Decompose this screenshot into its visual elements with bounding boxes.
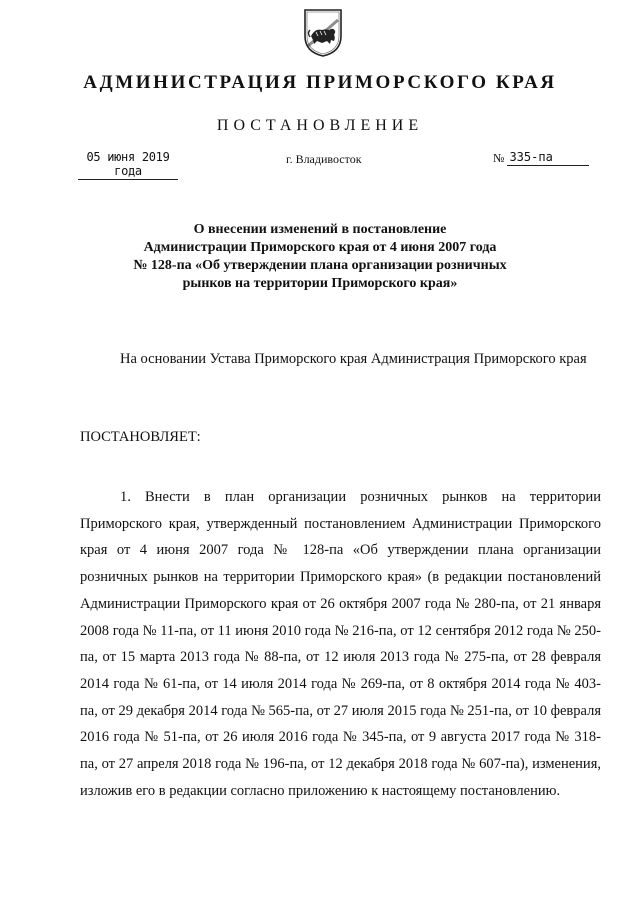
document-title [110, 221, 530, 293]
item-1-paragraph: 1. Внести в план организации розничных рынков на территории Приморского края, утвержденный постановлением Администрации Приморского края от 4 июня 2007 года № 128-па «Об утверждении плана организации розничных рынков на территории Приморского края» (в редакции постановлений Администрации Приморского края от 26 октября 2007 года № 280-па, от 21 января 2008 года № 11-па, от 11 июня 2010 года № 216-па, от 12 сентября 2012 года № 250-па, от 15 марта 2013 года № 88-па, от 12 июля 2013 года № 275-па, от 28 февраля 2014 года № 61-па, от 14 июля 2014 года № 269-па, от 8 октября 2014 года № 403-па, от 29 декабря 2014 года № 565-па, от 27 июля 2015 года № 251-па, от 10 февраля 2016 года № 51-па, от 26 июля 2016 года № 345-па, от 9 августа 2017 года № 318-па, от 27 апреля 2018 года № 196-па, от 12 декабря 2018 года № 607-па), изменения, изложив его в редакции согласно приложению к настоящему постановлению. [80, 489, 601, 799]
coat-of-arms-icon [302, 6, 344, 58]
document-date: 05 июня 2019 года [78, 150, 178, 180]
basis-paragraph: На основании Устава Приморского края Администрация Приморского края [120, 351, 587, 367]
title-line: рынков на территории Приморского края» [182, 276, 458, 291]
title-line: Администрации Приморского края от 4 июня 2007 года [143, 240, 497, 255]
number-sign: № [493, 151, 505, 165]
resolves-heading: ПОСТАНОВЛЯЕТ: [80, 429, 201, 445]
document-number: 335-па [507, 150, 589, 166]
organization-name: АДМИНИСТРАЦИЯ ПРИМОРСКОГО КРАЯ [83, 72, 557, 93]
document-type: ПОСТАНОВЛЕНИЕ [216, 117, 424, 134]
title-line: № 128-па «Об утверждении плана организации розничных [133, 258, 507, 273]
title-line: О внесении изменений в постановление [193, 222, 447, 237]
document-number-block [493, 150, 589, 166]
document-city: г. Владивосток [286, 152, 362, 166]
